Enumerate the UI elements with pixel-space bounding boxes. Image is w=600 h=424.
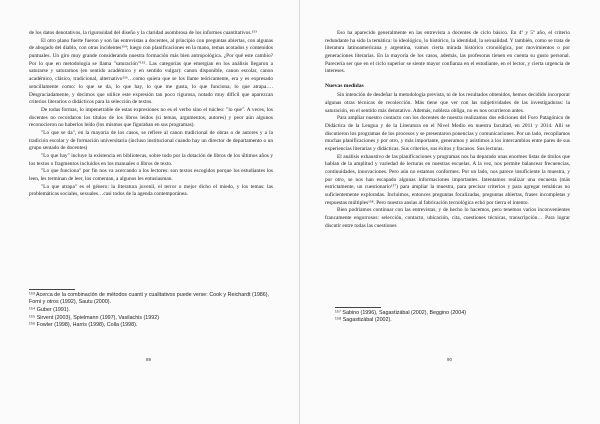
paragraph: Bien podríamos continuar con las entrevistas, y de hecho lo hacemos, pero tenemos varios inconvenientes francamente engorrosos: selección, contacto, ubicación, cita, cuestiones técnicas, transcripción… Para lograr discutir entre todas las cuestiones <box>325 207 570 229</box>
paragraph: El análisis exhaustivo de las planificaciones y programas nos ha deparado unas enormes listas de títulos que hablan de la amplitud y variedad de lecturas en nuestras escuelas. A la vez, nos permite balancear frecuencias, continuidades, innovaciones. Pero aún no estamos conformes. Por un lado, nos parece insuficiente la muestra, y por otro, se nos han escapado algunas informaciones importantes. Intentamos realizar una encuesta (más estrictamente, un cuestionario¹⁵⁷) para ampliar la muestra, para precisar criterios y para agregar temáticas no suficientemente exploradas. Incluimos, entonces preguntas focalizadas, preguntas abiertas, frases incompletas y respuestas múltiples¹⁵⁸. Pero nuestra ansias al fabricación tecnológica echó por tierra el intento. <box>325 153 570 206</box>
paragraph: "Lo que hay" incluye la existencia en bibliotecas, sobre todo por la dotación de libros de los últimos años y los textos o fragmentos incluidos en los manuales o libros de texto. <box>29 153 273 167</box>
right-page <box>300 0 600 424</box>
paragraph: De todas formas, lo impenetrable de estas expresiones no es el verbo sino el núcleo: "lo que". A veces, los docentes no recordaron los títulos de los libros leídos (si temas, argumentos, autores) y peor aún algunos reconocieron no haberlos leído (los mismos que figuraban en sus programas). <box>29 106 273 129</box>
footnote: ¹⁵⁸ Sagastizábal (2002). <box>335 317 392 324</box>
paragraph: Para ampliar nuestro contacto con los docentes de nuestra realizamos dos ediciones del Foro Patagónico de Didáctica de la Lengua y de la Literatura en el Nivel Medio en nuestra facultad, en 2011 y 2014. Allí se discutieron los programas de los procesos y se presentaron ponencias y comunicaciones. Por un lado, recopilamos muchas planificaciones y por otro, y más importante, generamos y asistimos a los intercambios entre pares de sus experiencias literarias y didácticas. Sus criterios, sus éxitos y fracasos. Sus lecturas. <box>325 115 570 152</box>
footnote-rule <box>335 307 381 308</box>
footnote: ¹⁵⁷ Sabino (1996), Sagastizábal (2002), Beggino (2004) <box>335 309 466 316</box>
footnote: ¹⁵³ Acerca de la combinación de métodos cuanti y cualitativos puede verse: Cook y Reichardt (1986), Forni y otros (1992), Sautu (2000). <box>29 291 269 306</box>
paragraph: "Lo que se da", en la mayoría de los casos, se refiere al canon tradicional de obras o de autores y a la tradición escolar y de formación universitaria (incluso institucional cuando hay un director de departamento o un grupo sentado de docentes) <box>29 129 273 152</box>
paragraph: El otro plano fuerte fueron y son las entrevistas a docentes, al principio con preguntas abiertas, con algunas de abogado del diablo, con otras incidentes¹⁵⁴; luego con planificaciones en la mano, temas acotados y contenidos puntuales. Un giro muy grande considerando nuestra formación más bien antropológica. ¿Por qué este cambio? Por lo que en metodología se llama "saturación"¹⁵⁵. Las categorías que emergían en los análisis llegaron a saturarse y saturarnos (en sentido académico y en sentido vulgar): canon disponible, canon escolar, canon académico, clásico, tradicional, alternativo¹⁵⁶…como quiera que se los llame teóricamente, era y es expresado sencillamente como: lo que se da, lo que hay, lo que me gusta, lo que funciona, lo que atrapa…. Desgraciadamente, y decimos que utilice este expresión tan poco rigurosa, notado muy difícil que aparezcan criterios literarios o didácticos para la selección de textos. <box>29 37 273 106</box>
footnote-rule <box>29 289 75 290</box>
footnotes <box>29 289 269 330</box>
paragraph: "Lo que funciona" por fin nos va acercando a los lectores: son textos escogidos porque los estudiantes los leen, les terminan de leer, los comentan, a algunos les entusiasman. <box>29 168 273 183</box>
page-number: 89 <box>146 357 151 362</box>
page-number: 90 <box>447 357 452 362</box>
paragraph: Eso ha aparecido generalmente en las entrevista a docentes de ciclo básico. En 4º y 5º año, el criterio redundante ha sido la temática: lo ideológico, lo histórico, la identidad, la sexualidad. Y también, como se trata de literatura latinoamericana y argentina, vamos cierta mirada histórico cronológica, por movimientos o por generaciones literarias. En la mayoría de los casos, además, las profesoras tienen en cuenta su gusto personal. Parecería ser que en el ciclo superior se siente mayor confianza en el estudiante, en el lector, y cierta urgencia de intereses. <box>325 30 570 75</box>
footnotes <box>335 307 560 325</box>
paragraph: de los datos denotativos, la rigurosidad del diseño y la claridad asombrosa de los informes cuantitativos.¹⁵³ <box>29 30 257 36</box>
footnote: ¹⁵⁶ Fowler (1998), Harris (1998), Colla (1998). <box>29 322 138 329</box>
section-heading: Nuevas medidas <box>325 83 364 90</box>
paragraph: "Lo que atrapa" es el género: la literatura juvenil, el terror o mejor dicho el miedo, y los temas: las problemáticas sociales, sexuales…casi todos de la agenda contemporánea. <box>29 183 273 198</box>
footnote: ¹⁵⁴ Guber (1991). <box>29 306 71 313</box>
footnote: ¹⁵⁵ Sirvent (2003), Spielmann (1997), Vasilachis (1992) <box>29 314 159 321</box>
paragraph: Sin intención de desdeñar la metodología prevista, ni de los resultados obtenidos, hemos decidido incorporar algunas otras técnicas de recolección. Más tiene que ver con las subjetividades de las investigadoras: la saturación, en el sentido más denotativo. Además, nobleza obliga, no es nos ocurrieron antes. <box>325 92 570 114</box>
